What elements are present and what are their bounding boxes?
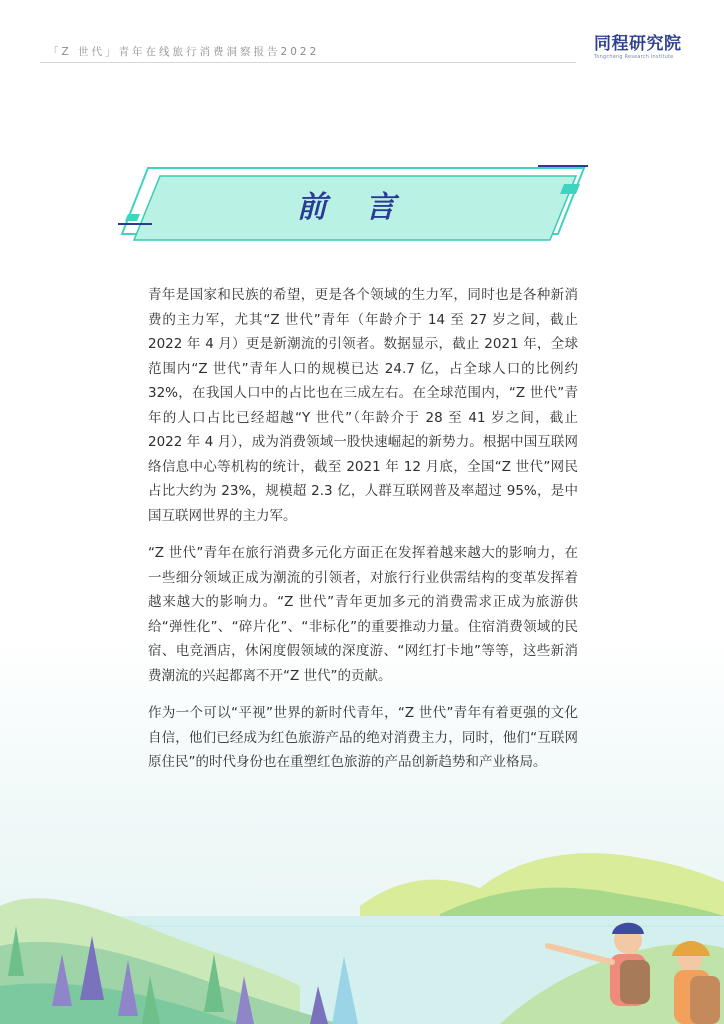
report-header-title: 「Z 世代」青年在线旅行消费洞察报告2022 — [48, 46, 320, 58]
title-banner — [118, 164, 588, 244]
paragraph: 作为一个可以“平视”世界的新时代青年，“Z 世代”青年有着更强的文化自信，他们已经成为红色旅游产品的绝对消费主力，同时，他们“互联网原住民”的时代身份也在重塑红色旅游的产品创新趋势和产业格局。 — [148, 705, 578, 770]
logo-subtext: Tongcheng Research Institute — [594, 54, 674, 60]
landscape-illustration — [0, 836, 724, 1024]
paragraph: 青年是国家和民族的希望，更是各个领域的生力军，同时也是各种新消费的主力军，尤其“Z 世代”青年（年龄介于 14 至 27 岁之间，截止 2022 年 4 月）更是新潮流的引领者。数据显示，截止 2021 年，全球范围内“Z 世代”青年人口的规模已达 24.7 亿，占全球人口的比例约 32%，在我国人口中的占比也在三成左右。在全球范围内，“Z 世代”青年的人口占比已经超越“Y 世代”（年龄介于 28 至 41 岁之间，截止 2022 年 4 月），成为消费领域一股快速崛起的新势力。根据中国互联网络信息中心等机构的统计，截至 2021 年 12 月底，全国“Z 世代”网民占比大约为 23%，规模超 2.3 亿，人群互联网普及率超过 95%，是中国互联网世界的主力军。 — [148, 287, 578, 524]
institute-logo — [594, 34, 682, 61]
header-divider — [40, 62, 576, 63]
preface-body — [148, 283, 578, 788]
logo-text: 同程研究院 — [594, 34, 682, 54]
paragraph: “Z 世代”青年在旅行消费多元化方面正在发挥着越来越大的影响力，在一些细分领域正成为潮流的引领者，对旅行行业供需结构的变革发挥着越来越大的影响力。“Z 世代”青年更加多元的消费需求正成为旅游供给“弹性化”、“碎片化”、“非标化”的重要推动力量。住宿消费领域的民宿、电竞酒店，休闲度假领域的深度游、“网红打卡地”等等，这些新消费潮流的兴起都离不开“Z 世代”的贡献。 — [148, 545, 578, 684]
page-title: 前 言 — [296, 190, 410, 225]
